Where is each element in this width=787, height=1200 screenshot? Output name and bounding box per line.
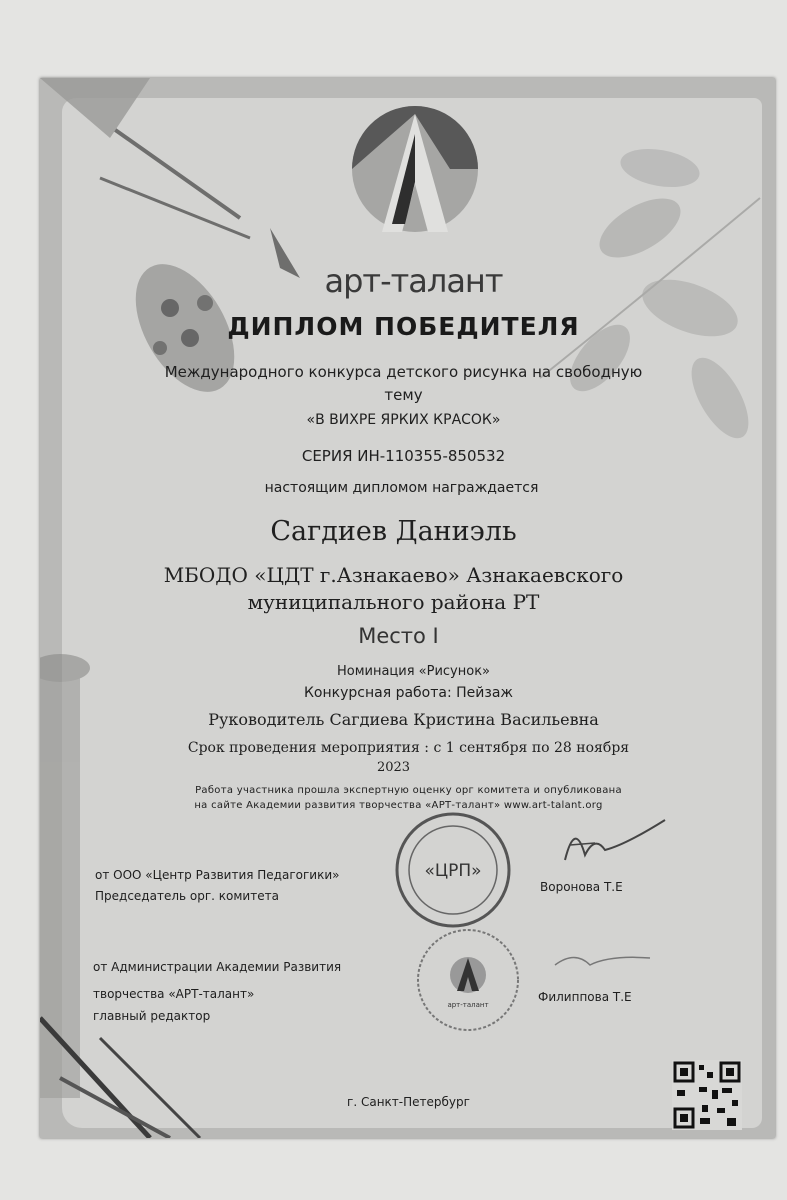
signatory1-role: Председатель орг. комитета bbox=[95, 889, 279, 903]
awarded-text: настоящим дипломом награждается bbox=[264, 480, 539, 496]
palette-illustration bbox=[40, 78, 300, 409]
organization-line-1: МБОДО «ЦДТ г.Азнакаево» Азнакаевского bbox=[163, 563, 624, 587]
event-year: 2023 bbox=[376, 760, 411, 775]
diploma-title: ДИПЛОМ ПОБЕДИТЕЛЯ bbox=[227, 312, 580, 341]
qr-code[interactable] bbox=[672, 1060, 742, 1130]
publication-note-continued: на сайте Академии развития творчества «АРТ-талант» www.art-talant.org bbox=[194, 800, 603, 811]
competition-work: Конкурсная работа: Пейзаж bbox=[303, 685, 514, 701]
signatory1-from: от ООО «Центр Развития Педагогики» bbox=[95, 868, 340, 882]
signature-filippova bbox=[550, 940, 660, 980]
nomination: Номинация «Рисунок» bbox=[336, 664, 491, 679]
leader: Руководитель Сагдиева Кристина Васильевна bbox=[208, 710, 599, 729]
svg-text:арт-талант: арт-талант bbox=[447, 1001, 489, 1009]
signatory1-name: Воронова Т.Е bbox=[540, 880, 623, 894]
crp-stamp bbox=[393, 810, 513, 930]
contest-description-continued: тему bbox=[384, 386, 423, 404]
recipient-name: Сагдиев Даниэль bbox=[270, 516, 517, 547]
contest-description: Международного конкурса детского рисунка на свободную bbox=[164, 363, 643, 381]
stamp-text: «ЦРП» bbox=[424, 861, 482, 881]
art-talant-stamp bbox=[413, 925, 523, 1035]
contest-name: «В ВИХРЕ ЯРКИХ КРАСОК» bbox=[306, 412, 501, 428]
event-period: Срок проведения мероприятия : с 1 сентября по 28 ноября bbox=[187, 740, 630, 756]
brand-name: арт-талант bbox=[324, 262, 503, 300]
signature-voronova bbox=[555, 815, 675, 875]
signatory2-from-line2: творчества «АРТ-талант» bbox=[93, 987, 255, 1001]
signatory2-name: Филиппова Т.Е bbox=[538, 990, 632, 1004]
publication-note: Работа участника прошла экспертную оценку орг комитета и опубликована bbox=[195, 785, 622, 796]
place: Место I bbox=[358, 624, 439, 648]
signatory2-role: главный редактор bbox=[93, 1009, 211, 1023]
city: г. Санкт-Петербург bbox=[347, 1095, 470, 1109]
art-talant-logo bbox=[350, 104, 480, 254]
organization-line-2: муниципального района РТ bbox=[247, 590, 540, 614]
signatory2-from: от Администрации Академии Развития bbox=[93, 960, 342, 974]
series-number: СЕРИЯ ИН-110355-850532 bbox=[301, 447, 506, 465]
